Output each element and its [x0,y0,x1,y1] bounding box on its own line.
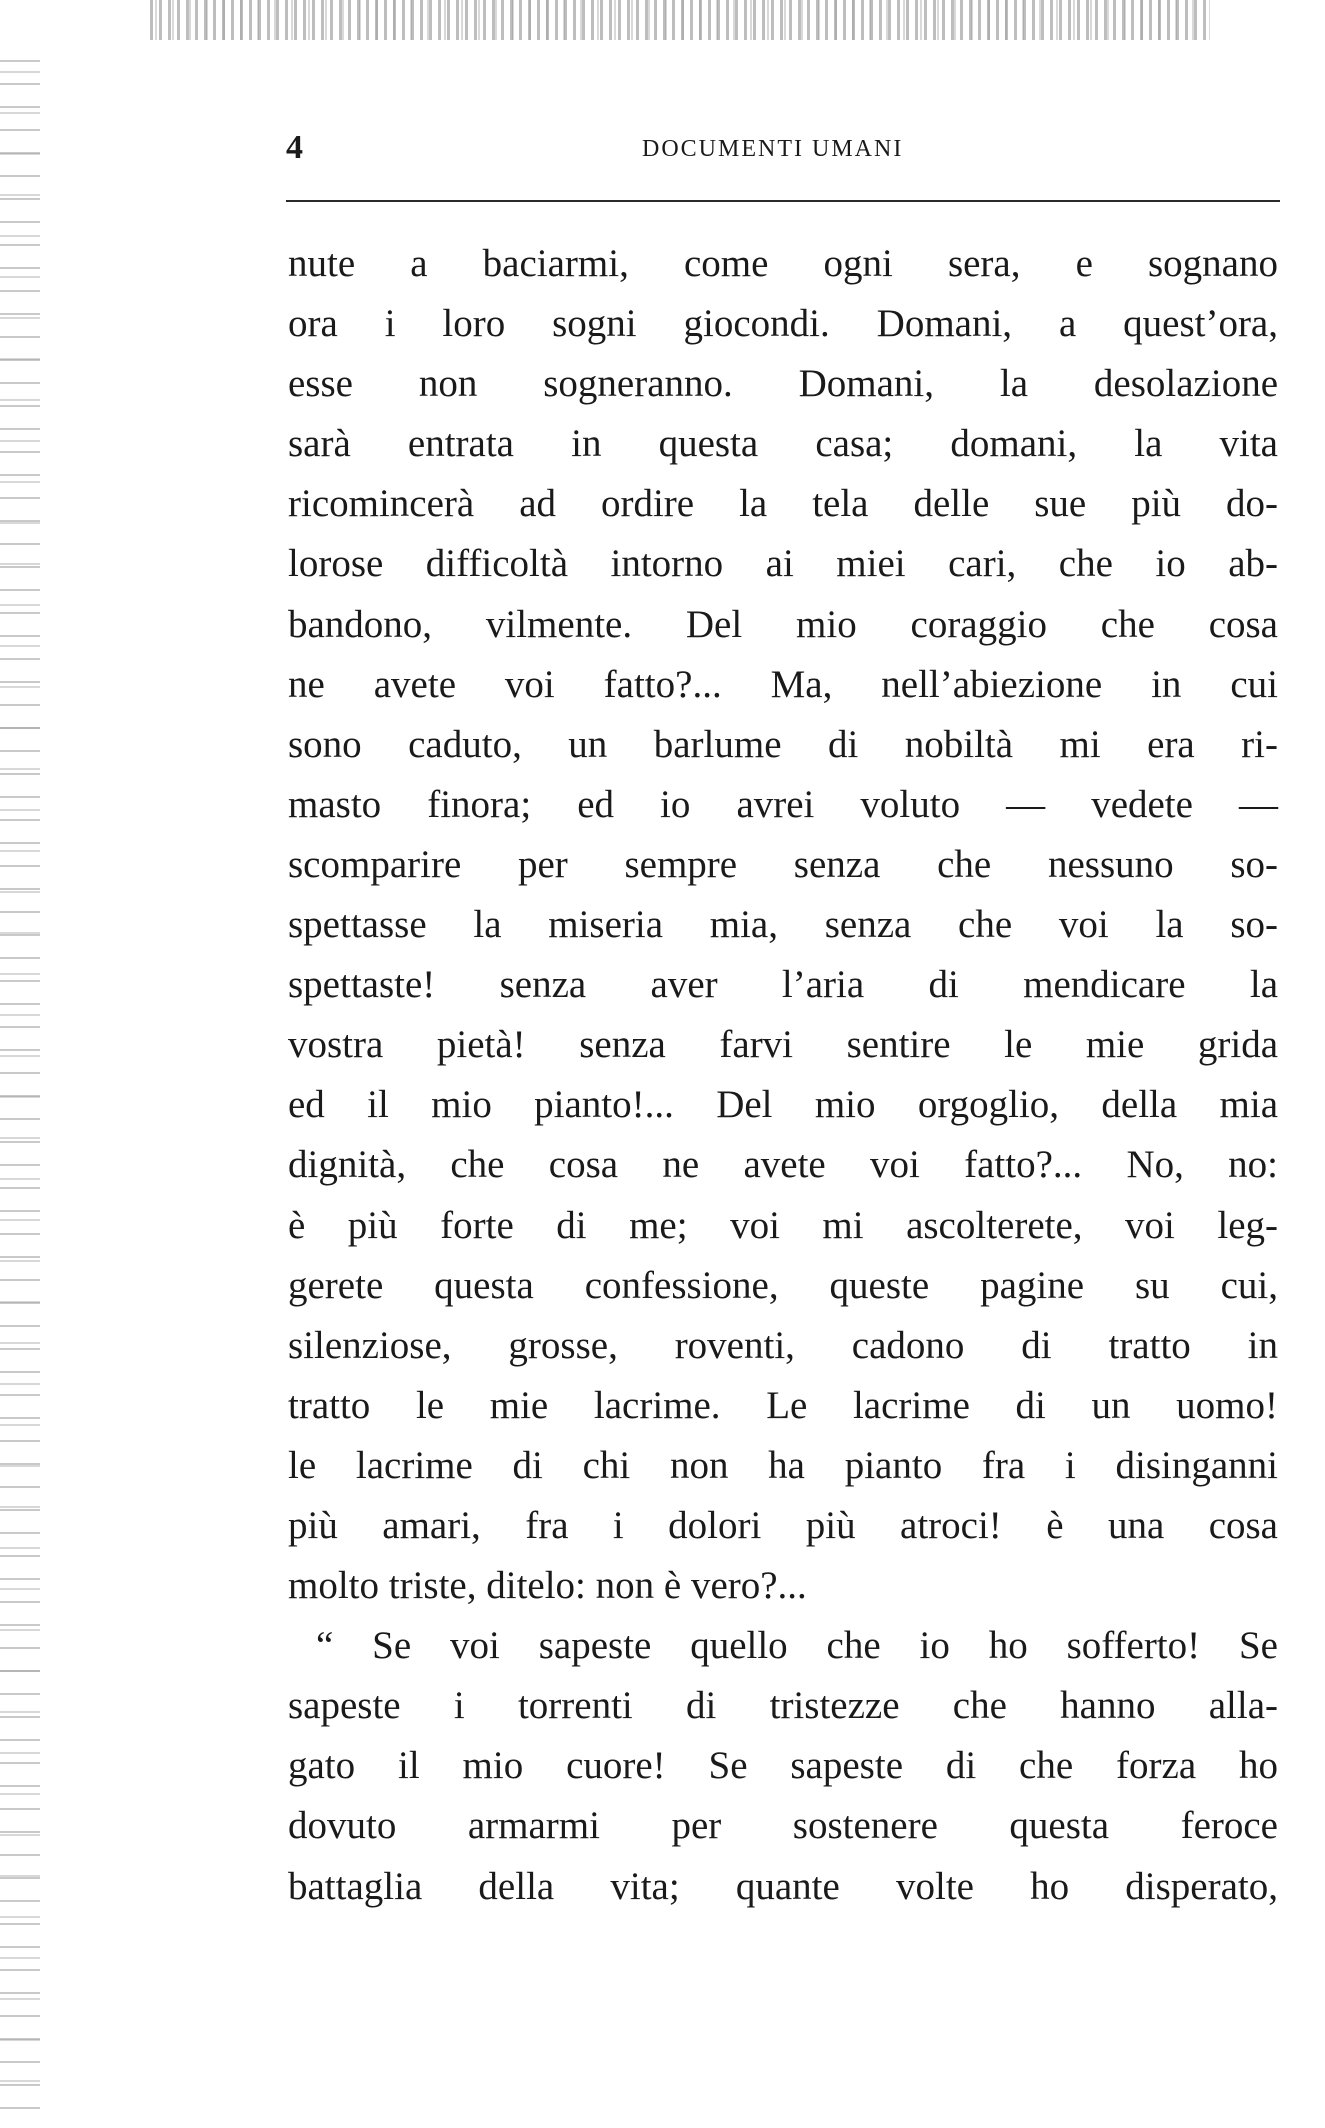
scan-noise-left-edge [0,60,40,2120]
text-line: sarà entrata in questa casa; domani, la vita [288,422,1278,466]
text-line: gerete questa confessione, queste pagine su cui, [288,1263,1278,1307]
body-text [288,234,1278,1917]
text-line: esse non sogneranno. Domani, la desolazione [288,362,1278,406]
text-line: vostra pietà! senza farvi sentire le mie grida [288,1023,1278,1067]
text-line: più amari, fra i dolori più atroci! è una cosa [288,1503,1278,1547]
header-rule [286,200,1280,202]
text-line: gato il mio cuore! Se sapeste di che forza ho [288,1744,1278,1788]
text-line: sono caduto, un barlume di nobiltà mi era ri- [288,722,1278,766]
text-line: sapeste i torrenti di tristezze che hanno alla- [288,1684,1278,1728]
page-header [286,128,1276,176]
running-head: DOCUMENTI UMANI [642,136,904,162]
text-line: battaglia della vita; quante volte ho disperato, [288,1864,1278,1908]
text-line: spettaste! senza aver l’aria di mendicare la [288,963,1278,1007]
text-line: ed il mio pianto!... Del mio orgoglio, della mia [288,1083,1278,1127]
scan-noise-top-edge [150,0,1210,40]
text-line: ricomincerà ad ordire la tela delle sue più do- [288,482,1278,526]
text-line: dignità, che cosa ne avete voi fatto?... No, no: [288,1143,1278,1187]
text-line: spettasse la miseria mia, senza che voi la so- [288,903,1278,947]
text-line: scomparire per sempre senza che nessuno so- [288,842,1278,886]
text-line: ne avete voi fatto?... Ma, nell’abiezione in cui [288,662,1278,706]
text-line: tratto le mie lacrime. Le lacrime di un uomo! [288,1383,1278,1427]
text-line: masto finora; ed io avrei voluto — vedete — [288,782,1278,826]
text-line: le lacrime di chi non ha pianto fra i disinganni [288,1443,1278,1487]
page-number: 4 [286,129,303,166]
text-line-paragraph-start: “ Se voi sapeste quello che io ho sofferto! Se [316,1624,1278,1668]
text-line: lorose difficoltà intorno ai miei cari, che io ab- [288,542,1278,586]
text-line: ora i loro sogni giocondi. Domani, a quest’ora, [288,302,1278,346]
text-line: bandono, vilmente. Del mio coraggio che cosa [288,602,1278,646]
text-line: è più forte di me; voi mi ascolterete, voi leg- [288,1203,1278,1247]
text-line-paragraph-end: molto triste, ditelo: non è vero?... [288,1564,807,1608]
text-line: nute a baciarmi, come ogni sera, e sognano [288,242,1278,285]
text-line: dovuto armarmi per sostenere questa feroce [288,1804,1278,1848]
text-line: silenziose, grosse, roventi, cadono di tratto in [288,1323,1278,1367]
